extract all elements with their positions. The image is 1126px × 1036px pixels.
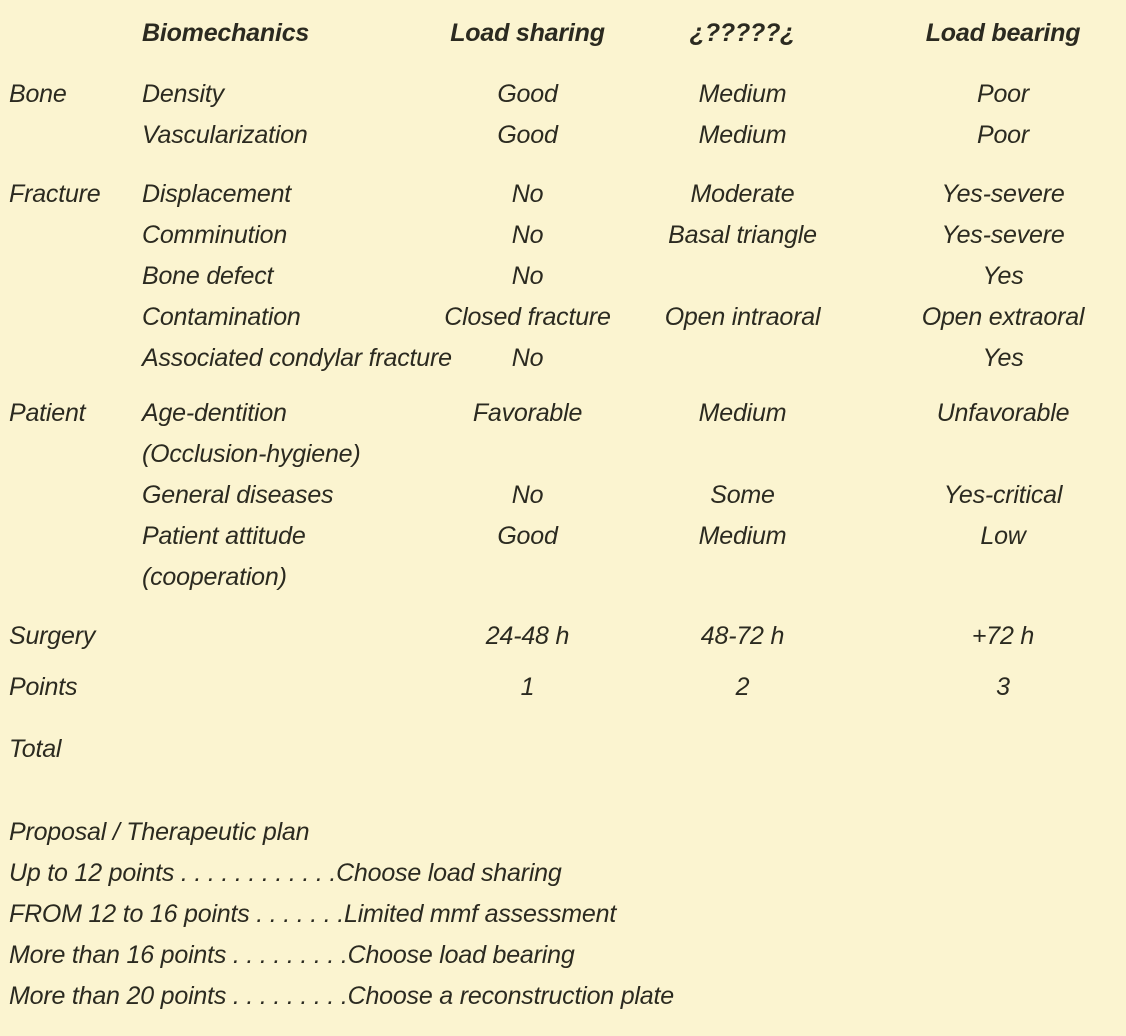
row-criterion: Displacement (142, 180, 292, 208)
header-biomechanics: Biomechanics (142, 19, 310, 47)
row-criterion: Patient attitude (142, 522, 306, 550)
cell-load-bearing: +72 h (971, 622, 1035, 650)
table-row (0, 256, 1126, 297)
cell-middle: Medium (698, 522, 787, 550)
header-load-sharing: Load sharing (450, 19, 605, 47)
cell-load-sharing: 1 (520, 673, 535, 701)
table-row (0, 393, 1126, 434)
cell-load-bearing: Poor (976, 80, 1029, 108)
table-row (0, 667, 1126, 708)
cell-middle: Medium (698, 399, 787, 427)
table-row (0, 115, 1126, 156)
cell-load-sharing: Closed fracture (444, 303, 611, 331)
cell-load-bearing: Yes-critical (943, 481, 1063, 509)
row-criterion: Comminution (142, 221, 288, 249)
cell-load-bearing: Unfavorable (936, 399, 1070, 427)
table-header-row (0, 12, 1126, 54)
cell-load-sharing: 24-48 h (485, 622, 570, 650)
cell-load-sharing: No (511, 481, 544, 509)
proposal-line: More than 20 points . . . . . . . . .Choose a reconstruction plate (9, 982, 674, 1010)
row-criterion: Age-dentition (142, 399, 287, 427)
header-middle: ¿?????¿ (689, 19, 796, 47)
cell-load-bearing: 3 (996, 673, 1010, 701)
cell-load-sharing: Good (497, 522, 558, 550)
cell-load-sharing: Favorable (472, 399, 583, 427)
table-row (0, 338, 1126, 379)
row-group-label: Patient (9, 399, 86, 427)
table-row (0, 475, 1126, 516)
cell-load-bearing: Yes-severe (941, 221, 1065, 249)
cell-middle: Basal triangle (668, 221, 817, 249)
cell-load-sharing: No (511, 262, 544, 290)
row-criterion: (Occlusion-hygiene) (142, 440, 361, 468)
row-criterion: Associated condylar fracture (142, 344, 452, 372)
row-group-label: Surgery (9, 622, 96, 650)
cell-middle: Moderate (690, 180, 795, 208)
row-group-label: Bone (9, 80, 67, 108)
row-criterion: Vascularization (142, 121, 308, 149)
proposal-section (0, 812, 1126, 1017)
row-criterion: Bone defect (142, 262, 274, 290)
row-criterion: Contamination (142, 303, 301, 331)
cell-load-bearing: Yes (982, 344, 1024, 372)
row-group-label: Total (9, 735, 62, 763)
row-group-label: Points (9, 673, 78, 701)
table-row (0, 616, 1126, 657)
cell-middle: 48-72 h (700, 622, 785, 650)
row-criterion: (cooperation) (142, 563, 287, 591)
header-load-bearing: Load bearing (925, 19, 1081, 47)
row-criterion: General diseases (142, 481, 334, 509)
cell-load-bearing: Low (980, 522, 1026, 550)
cell-load-sharing: No (511, 344, 544, 372)
row-criterion: Density (142, 80, 224, 108)
cell-load-bearing: Open extraoral (921, 303, 1085, 331)
cell-load-bearing: Yes (982, 262, 1024, 290)
table-row (0, 297, 1126, 338)
proposal-line: FROM 12 to 16 points . . . . . . .Limited mmf assessment (9, 900, 617, 928)
cell-middle: Medium (698, 121, 787, 149)
cell-middle: 2 (735, 673, 750, 701)
cell-middle: Open intraoral (664, 303, 821, 331)
cell-load-bearing: Yes-severe (941, 180, 1065, 208)
table-row (0, 74, 1126, 115)
cell-load-bearing: Poor (976, 121, 1029, 149)
table-row (0, 729, 1126, 770)
cell-middle: Medium (698, 80, 787, 108)
proposal-title: Proposal / Therapeutic plan (9, 818, 310, 846)
cell-load-sharing: Good (497, 80, 558, 108)
table-row (0, 215, 1126, 256)
row-group-label: Fracture (9, 180, 101, 208)
proposal-line: Up to 12 points . . . . . . . . . . . .Choose load sharing (9, 859, 562, 887)
cell-load-sharing: Good (497, 121, 558, 149)
cell-load-sharing: No (511, 180, 544, 208)
table-row (0, 557, 1126, 598)
cell-middle: Some (710, 481, 775, 509)
table-row (0, 516, 1126, 557)
table-row (0, 434, 1126, 475)
cell-load-sharing: No (511, 221, 544, 249)
table-row (0, 174, 1126, 215)
proposal-line: More than 16 points . . . . . . . . .Choose load bearing (9, 941, 575, 969)
